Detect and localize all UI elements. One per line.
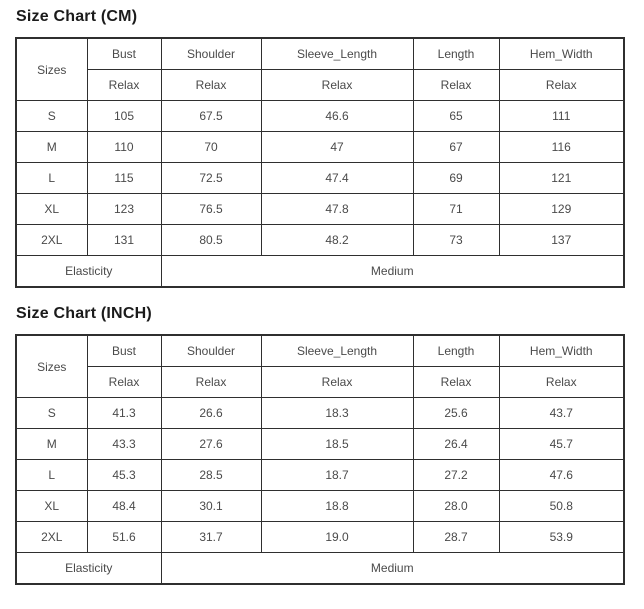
value-cell: 28.0 bbox=[413, 491, 499, 522]
value-cell: 18.5 bbox=[261, 429, 413, 460]
header-row-measurements bbox=[16, 335, 624, 367]
value-cell: 110 bbox=[87, 132, 161, 163]
table-row-xl bbox=[16, 194, 624, 225]
value-cell: 123 bbox=[87, 194, 161, 225]
col-header-bust: Bust bbox=[87, 335, 161, 367]
table-row-m bbox=[16, 132, 624, 163]
value-cell: 47.4 bbox=[261, 163, 413, 194]
value-cell: 76.5 bbox=[161, 194, 261, 225]
value-cell: 65 bbox=[413, 101, 499, 132]
size-label: S bbox=[16, 398, 87, 429]
value-cell: 45.3 bbox=[87, 460, 161, 491]
value-cell: 19.0 bbox=[261, 522, 413, 553]
size-chart-inch-table bbox=[15, 334, 625, 585]
table-row-2xl bbox=[16, 522, 624, 553]
header-row-fit bbox=[16, 367, 624, 398]
value-cell: 129 bbox=[499, 194, 624, 225]
size-chart-cm-title: Size Chart (CM) bbox=[16, 8, 138, 25]
value-cell: 43.7 bbox=[499, 398, 624, 429]
size-label: M bbox=[16, 429, 87, 460]
value-cell: 41.3 bbox=[87, 398, 161, 429]
col-header-bust: Bust bbox=[87, 38, 161, 70]
size-label: L bbox=[16, 460, 87, 491]
value-cell: 28.7 bbox=[413, 522, 499, 553]
value-cell: 69 bbox=[413, 163, 499, 194]
value-cell: 73 bbox=[413, 225, 499, 256]
header-row-fit bbox=[16, 70, 624, 101]
value-cell: 27.6 bbox=[161, 429, 261, 460]
size-label: XL bbox=[16, 194, 87, 225]
table-row-xl bbox=[16, 491, 624, 522]
value-cell: 67.5 bbox=[161, 101, 261, 132]
value-cell: 25.6 bbox=[413, 398, 499, 429]
value-cell: 48.2 bbox=[261, 225, 413, 256]
value-cell: 47.6 bbox=[499, 460, 624, 491]
value-cell: 71 bbox=[413, 194, 499, 225]
elasticity-value: Medium bbox=[161, 553, 624, 585]
value-cell: 53.9 bbox=[499, 522, 624, 553]
size-chart-cm-table bbox=[15, 37, 625, 288]
size-label: 2XL bbox=[16, 522, 87, 553]
col-header-shoulder: Shoulder bbox=[161, 335, 261, 367]
col-header-length: Length bbox=[413, 335, 499, 367]
value-cell: 48.4 bbox=[87, 491, 161, 522]
value-cell: 111 bbox=[499, 101, 624, 132]
value-cell: 46.6 bbox=[261, 101, 413, 132]
col-header-sleeve-length: Sleeve_Length bbox=[261, 38, 413, 70]
col-header-shoulder: Shoulder bbox=[161, 38, 261, 70]
value-cell: 27.2 bbox=[413, 460, 499, 491]
value-cell: 80.5 bbox=[161, 225, 261, 256]
fit-cell-shoulder: Relax bbox=[161, 367, 261, 398]
value-cell: 67 bbox=[413, 132, 499, 163]
value-cell: 45.7 bbox=[499, 429, 624, 460]
col-header-sleeve-length: Sleeve_Length bbox=[261, 335, 413, 367]
value-cell: 105 bbox=[87, 101, 161, 132]
value-cell: 121 bbox=[499, 163, 624, 194]
fit-cell-hem-width: Relax bbox=[499, 70, 624, 101]
value-cell: 47.8 bbox=[261, 194, 413, 225]
value-cell: 18.7 bbox=[261, 460, 413, 491]
value-cell: 26.4 bbox=[413, 429, 499, 460]
table-row-s bbox=[16, 101, 624, 132]
value-cell: 72.5 bbox=[161, 163, 261, 194]
col-header-hem-width: Hem_Width bbox=[499, 38, 624, 70]
fit-cell-sleeve-length: Relax bbox=[261, 70, 413, 101]
fit-cell-length: Relax bbox=[413, 70, 499, 101]
size-label: S bbox=[16, 101, 87, 132]
fit-cell-length: Relax bbox=[413, 367, 499, 398]
value-cell: 70 bbox=[161, 132, 261, 163]
value-cell: 18.3 bbox=[261, 398, 413, 429]
size-label: XL bbox=[16, 491, 87, 522]
value-cell: 28.5 bbox=[161, 460, 261, 491]
col-header-hem-width: Hem_Width bbox=[499, 335, 624, 367]
value-cell: 50.8 bbox=[499, 491, 624, 522]
table-row-m bbox=[16, 429, 624, 460]
header-row-measurements bbox=[16, 38, 624, 70]
value-cell: 115 bbox=[87, 163, 161, 194]
fit-cell-shoulder: Relax bbox=[161, 70, 261, 101]
size-label: 2XL bbox=[16, 225, 87, 256]
value-cell: 26.6 bbox=[161, 398, 261, 429]
value-cell: 137 bbox=[499, 225, 624, 256]
fit-cell-bust: Relax bbox=[87, 367, 161, 398]
fit-cell-hem-width: Relax bbox=[499, 367, 624, 398]
value-cell: 31.7 bbox=[161, 522, 261, 553]
col-header-sizes: Sizes bbox=[16, 335, 87, 398]
fit-cell-sleeve-length: Relax bbox=[261, 367, 413, 398]
size-label: L bbox=[16, 163, 87, 194]
table-row-s bbox=[16, 398, 624, 429]
value-cell: 18.8 bbox=[261, 491, 413, 522]
table-row-l bbox=[16, 163, 624, 194]
fit-cell-bust: Relax bbox=[87, 70, 161, 101]
elasticity-value: Medium bbox=[161, 256, 624, 288]
size-label: M bbox=[16, 132, 87, 163]
value-cell: 51.6 bbox=[87, 522, 161, 553]
col-header-length: Length bbox=[413, 38, 499, 70]
elasticity-row bbox=[16, 256, 624, 288]
value-cell: 116 bbox=[499, 132, 624, 163]
elasticity-label: Elasticity bbox=[16, 553, 161, 585]
elasticity-label: Elasticity bbox=[16, 256, 161, 288]
table-row-2xl bbox=[16, 225, 624, 256]
value-cell: 30.1 bbox=[161, 491, 261, 522]
col-header-sizes: Sizes bbox=[16, 38, 87, 101]
size-chart-inch-title: Size Chart (INCH) bbox=[16, 305, 152, 322]
elasticity-row bbox=[16, 553, 624, 585]
value-cell: 43.3 bbox=[87, 429, 161, 460]
value-cell: 131 bbox=[87, 225, 161, 256]
table-row-l bbox=[16, 460, 624, 491]
value-cell: 47 bbox=[261, 132, 413, 163]
